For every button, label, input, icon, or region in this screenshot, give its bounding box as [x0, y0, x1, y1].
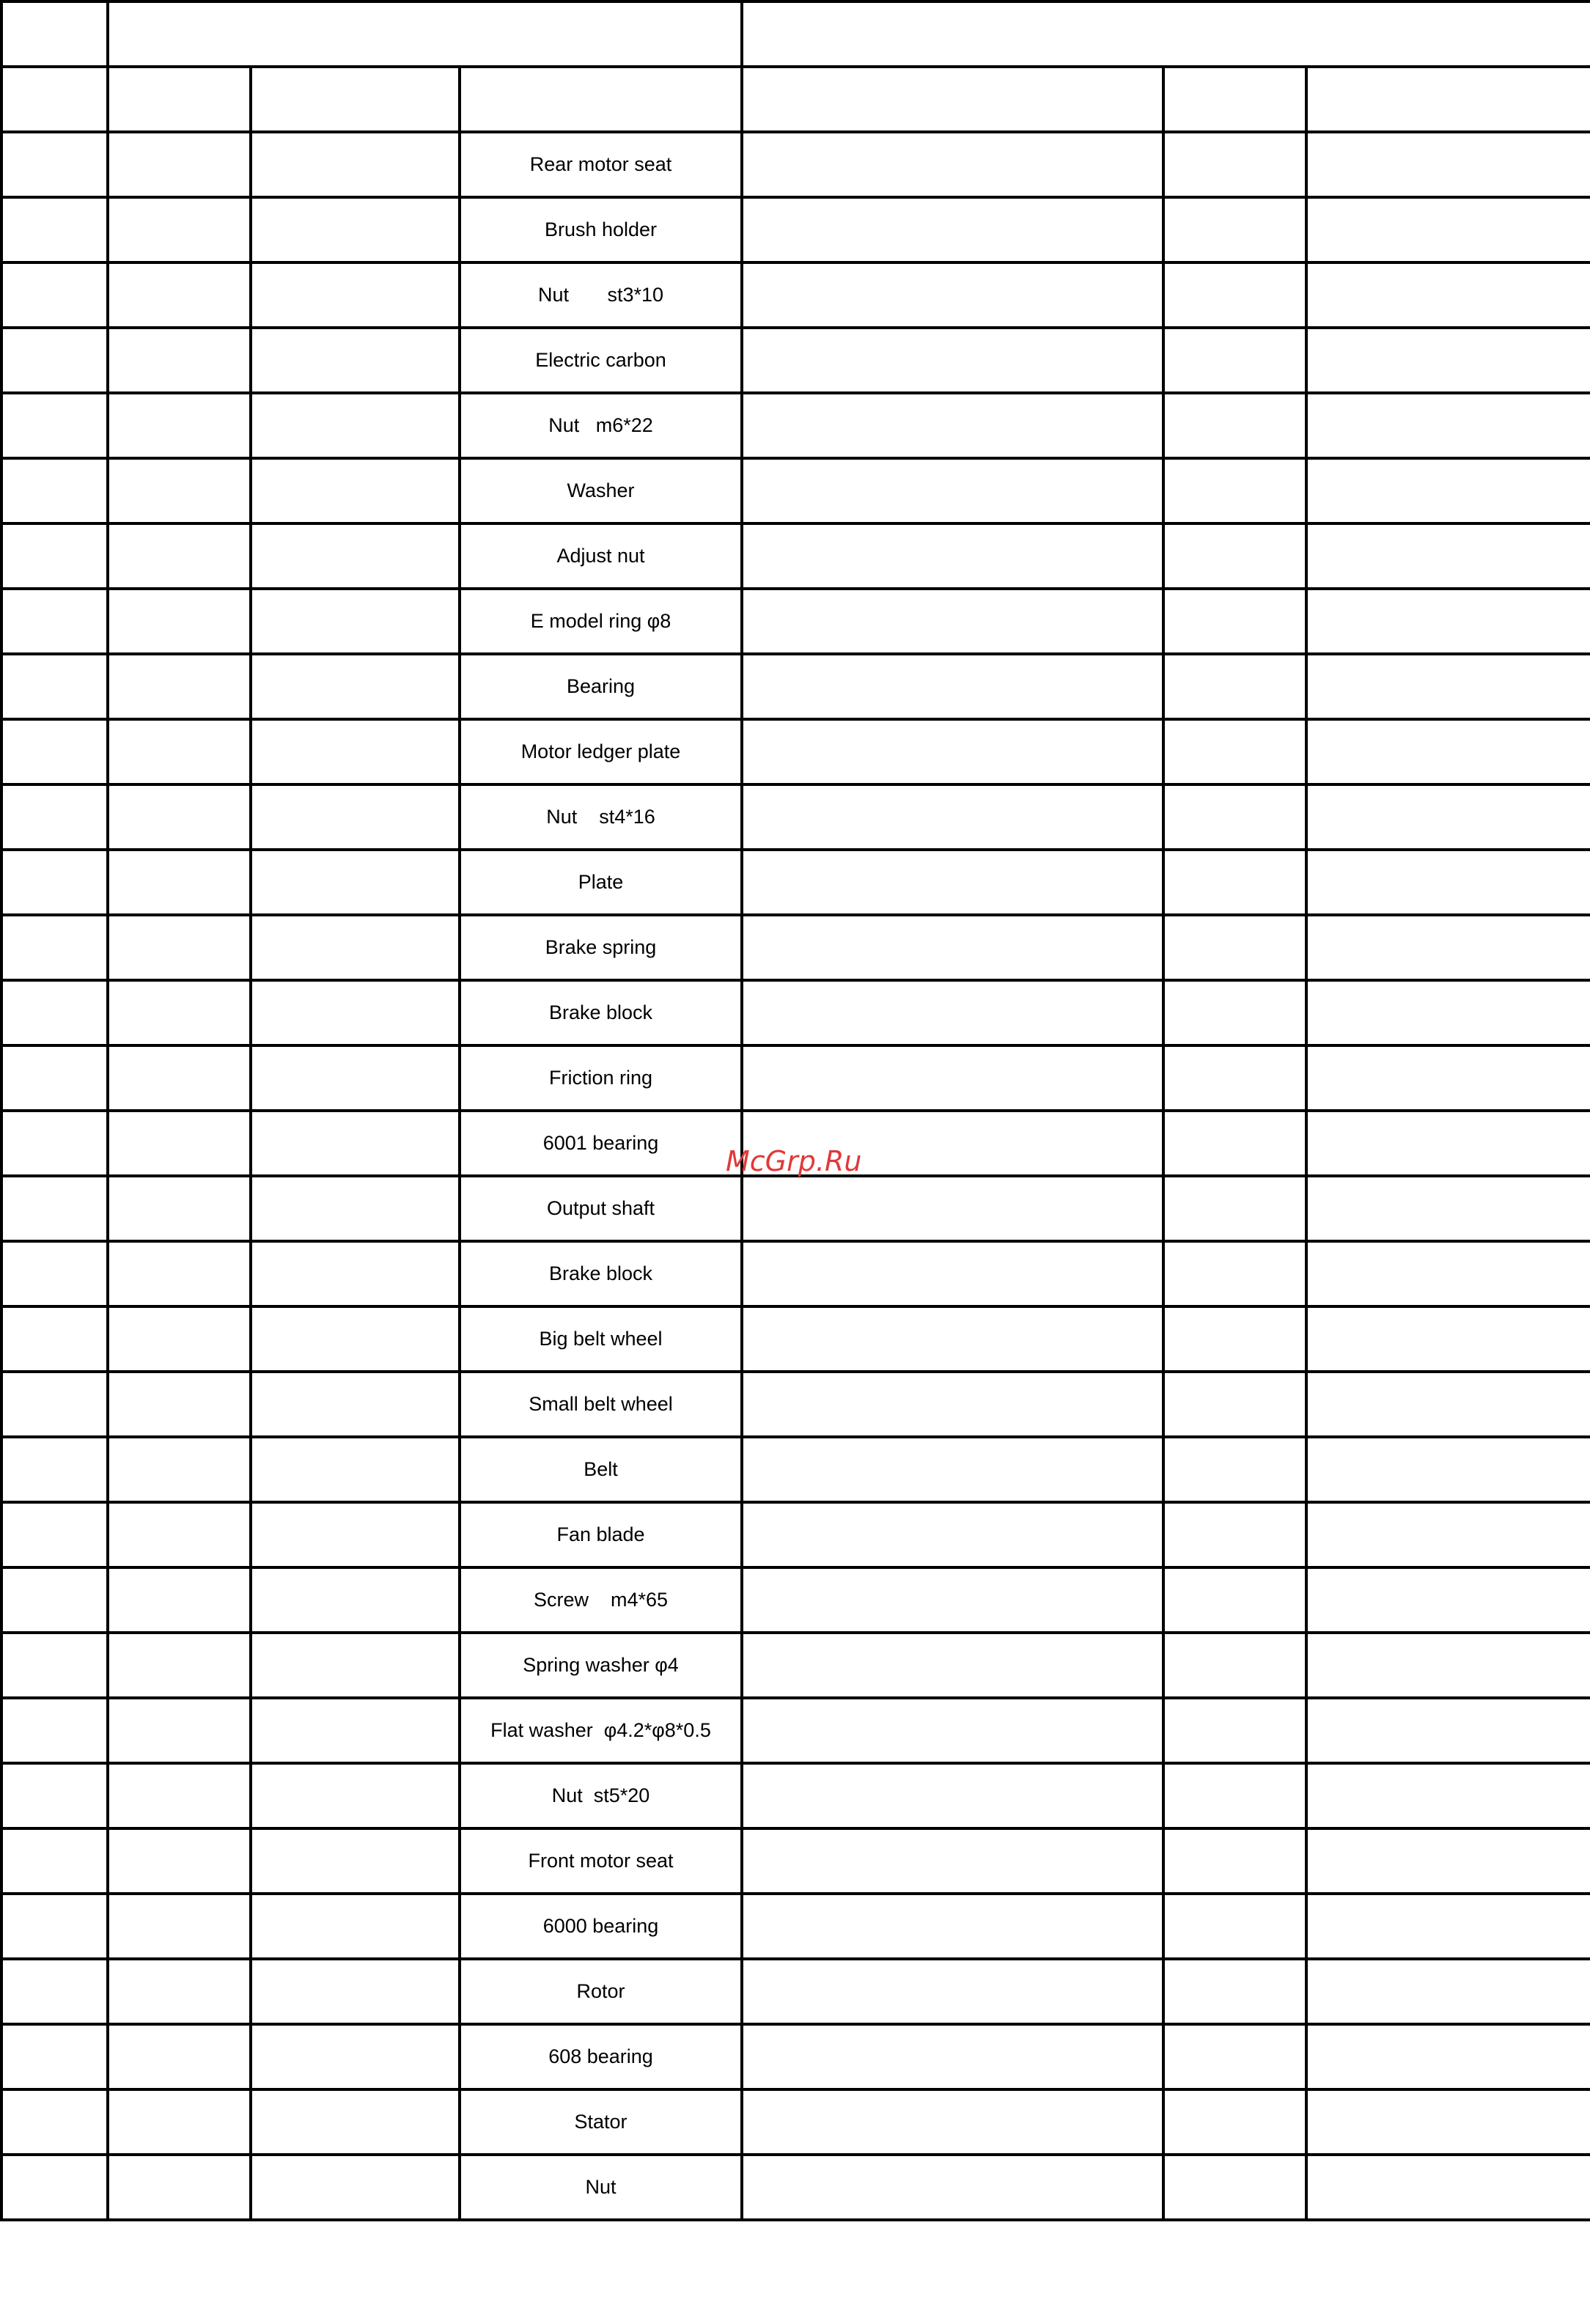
empty-cell: [1163, 915, 1306, 980]
empty-cell: [742, 850, 1163, 915]
empty-cell: [251, 523, 460, 589]
part-name-cell: Bearing: [460, 654, 742, 719]
table-row: [1, 523, 1590, 589]
empty-cell: [742, 980, 1163, 1045]
table-row: [1, 1959, 1590, 2024]
empty-cell: [251, 589, 460, 654]
part-name-cell: E model ring φ8: [460, 589, 742, 654]
empty-cell: [742, 197, 1163, 262]
empty-cell: [251, 1763, 460, 1828]
empty-cell: [251, 1176, 460, 1241]
empty-cell: [1, 262, 108, 328]
empty-cell: [251, 980, 460, 1045]
part-name-cell: Nut m6*22: [460, 393, 742, 458]
empty-cell: [742, 458, 1163, 523]
header-cell: [742, 1, 1590, 67]
empty-cell: [251, 132, 460, 197]
empty-cell: [1163, 197, 1306, 262]
empty-cell: [742, 328, 1163, 393]
empty-cell: [108, 132, 251, 197]
empty-cell: [1, 1502, 108, 1567]
empty-cell: [251, 262, 460, 328]
empty-cell: [1, 523, 108, 589]
table-row: [1, 2155, 1590, 2220]
empty-cell: [1163, 1959, 1306, 2024]
empty-cell: [1, 1241, 108, 1306]
table-row: [1, 1372, 1590, 1437]
empty-cell: [108, 328, 251, 393]
part-name-cell: Brake spring: [460, 915, 742, 980]
empty-cell: [251, 1959, 460, 2024]
part-name-cell: 6000 bearing: [460, 1894, 742, 1959]
empty-cell: [1, 1372, 108, 1437]
header-row-1: [1, 1, 1590, 67]
empty-cell: [742, 132, 1163, 197]
table-row: [1, 980, 1590, 1045]
empty-cell: [108, 262, 251, 328]
empty-cell: [1306, 1502, 1590, 1567]
empty-cell: [108, 1894, 251, 1959]
empty-cell: [742, 1372, 1163, 1437]
table-row: [1, 850, 1590, 915]
empty-cell: [251, 1894, 460, 1959]
empty-cell: [1306, 654, 1590, 719]
part-name-cell: Nut st5*20: [460, 1763, 742, 1828]
empty-cell: [1163, 1111, 1306, 1176]
empty-cell: [1306, 1372, 1590, 1437]
table-row: [1, 2024, 1590, 2089]
header-cell: [1, 67, 108, 132]
empty-cell: [108, 1372, 251, 1437]
table-row: [1, 1306, 1590, 1372]
table-row: [1, 719, 1590, 784]
empty-cell: [742, 1567, 1163, 1633]
empty-cell: [1163, 1176, 1306, 1241]
empty-cell: [742, 784, 1163, 850]
empty-cell: [1306, 262, 1590, 328]
part-name-cell: Friction ring: [460, 1045, 742, 1111]
part-name-cell: Front motor seat: [460, 1828, 742, 1894]
empty-cell: [251, 328, 460, 393]
empty-cell: [1306, 1828, 1590, 1894]
empty-cell: [1163, 1241, 1306, 1306]
empty-cell: [108, 1698, 251, 1763]
empty-cell: [1306, 2155, 1590, 2220]
header-cell: [742, 67, 1163, 132]
table-row: [1, 1698, 1590, 1763]
part-name-cell: 608 bearing: [460, 2024, 742, 2089]
empty-cell: [108, 654, 251, 719]
empty-cell: [1306, 1959, 1590, 2024]
empty-cell: [251, 915, 460, 980]
table-row: [1, 1828, 1590, 1894]
empty-cell: [1163, 1372, 1306, 1437]
part-name-cell: Motor ledger plate: [460, 719, 742, 784]
empty-cell: [1306, 523, 1590, 589]
empty-cell: [251, 458, 460, 523]
part-name-cell: Washer: [460, 458, 742, 523]
empty-cell: [1, 1894, 108, 1959]
empty-cell: [1306, 1763, 1590, 1828]
empty-cell: [1306, 719, 1590, 784]
empty-cell: [251, 1502, 460, 1567]
empty-cell: [742, 1698, 1163, 1763]
empty-cell: [1306, 1111, 1590, 1176]
table-row: [1, 262, 1590, 328]
empty-cell: [108, 1959, 251, 2024]
empty-cell: [1306, 784, 1590, 850]
empty-cell: [742, 915, 1163, 980]
part-name-cell: Belt: [460, 1437, 742, 1502]
empty-cell: [251, 2155, 460, 2220]
empty-cell: [1, 1828, 108, 1894]
part-name-cell: Brake block: [460, 1241, 742, 1306]
table-row: [1, 393, 1590, 458]
empty-cell: [1, 719, 108, 784]
empty-cell: [1, 2155, 108, 2220]
empty-cell: [1, 458, 108, 523]
empty-cell: [1306, 1633, 1590, 1698]
empty-cell: [1, 784, 108, 850]
empty-cell: [1306, 915, 1590, 980]
empty-cell: [251, 1372, 460, 1437]
empty-cell: [742, 1633, 1163, 1698]
empty-cell: [251, 850, 460, 915]
empty-cell: [742, 1437, 1163, 1502]
empty-cell: [108, 1828, 251, 1894]
empty-cell: [108, 915, 251, 980]
empty-cell: [1, 589, 108, 654]
empty-cell: [251, 2024, 460, 2089]
empty-cell: [108, 523, 251, 589]
empty-cell: [1163, 2024, 1306, 2089]
empty-cell: [1, 393, 108, 458]
empty-cell: [1163, 589, 1306, 654]
empty-cell: [742, 1959, 1163, 2024]
empty-cell: [1306, 1241, 1590, 1306]
empty-cell: [1, 1763, 108, 1828]
empty-cell: [742, 1828, 1163, 1894]
empty-cell: [1163, 1633, 1306, 1698]
empty-cell: [1306, 1567, 1590, 1633]
empty-cell: [1306, 589, 1590, 654]
empty-cell: [251, 1437, 460, 1502]
empty-cell: [251, 1111, 460, 1176]
empty-cell: [1163, 1828, 1306, 1894]
table-row: [1, 458, 1590, 523]
empty-cell: [1, 2089, 108, 2155]
table-row: [1, 132, 1590, 197]
empty-cell: [251, 1698, 460, 1763]
empty-cell: [1, 1306, 108, 1372]
empty-cell: [1163, 1698, 1306, 1763]
empty-cell: [108, 784, 251, 850]
part-name-cell: Rotor: [460, 1959, 742, 2024]
empty-cell: [251, 2089, 460, 2155]
empty-cell: [1306, 980, 1590, 1045]
empty-cell: [108, 458, 251, 523]
empty-cell: [1, 197, 108, 262]
table-row: [1, 915, 1590, 980]
part-name-cell: Big belt wheel: [460, 1306, 742, 1372]
part-name-cell: Spring washer φ4: [460, 1633, 742, 1698]
empty-cell: [1163, 784, 1306, 850]
empty-cell: [108, 980, 251, 1045]
empty-cell: [251, 654, 460, 719]
empty-cell: [1306, 1045, 1590, 1111]
empty-cell: [1306, 1894, 1590, 1959]
empty-cell: [742, 654, 1163, 719]
empty-cell: [1163, 1567, 1306, 1633]
table-row: [1, 1763, 1590, 1828]
empty-cell: [1, 1959, 108, 2024]
empty-cell: [1306, 1437, 1590, 1502]
empty-cell: [1306, 458, 1590, 523]
empty-cell: [1163, 262, 1306, 328]
empty-cell: [108, 1241, 251, 1306]
table-row: [1, 2089, 1590, 2155]
empty-cell: [742, 393, 1163, 458]
empty-cell: [1163, 2155, 1306, 2220]
table-row: [1, 197, 1590, 262]
table-row: [1, 1045, 1590, 1111]
empty-cell: [108, 2155, 251, 2220]
empty-cell: [108, 719, 251, 784]
header-cell: [251, 67, 460, 132]
part-name-cell: Flat washer φ4.2*φ8*0.5: [460, 1698, 742, 1763]
empty-cell: [108, 1567, 251, 1633]
table-row: [1, 589, 1590, 654]
table-row: [1, 1437, 1590, 1502]
table-row: [1, 328, 1590, 393]
empty-cell: [1306, 197, 1590, 262]
empty-cell: [1306, 393, 1590, 458]
empty-cell: [742, 1306, 1163, 1372]
empty-cell: [1, 1111, 108, 1176]
empty-cell: [251, 1567, 460, 1633]
empty-cell: [1163, 654, 1306, 719]
empty-cell: [1163, 1306, 1306, 1372]
empty-cell: [251, 1306, 460, 1372]
empty-cell: [742, 2024, 1163, 2089]
empty-cell: [742, 719, 1163, 784]
table-row: [1, 1567, 1590, 1633]
empty-cell: [1163, 2089, 1306, 2155]
empty-cell: [742, 523, 1163, 589]
part-name-cell: 6001 bearing: [460, 1111, 742, 1176]
empty-cell: [1, 2024, 108, 2089]
empty-cell: [1, 980, 108, 1045]
empty-cell: [1163, 719, 1306, 784]
part-name-cell: Nut st4*16: [460, 784, 742, 850]
part-name-cell: Screw m4*65: [460, 1567, 742, 1633]
empty-cell: [1163, 458, 1306, 523]
empty-cell: [108, 1437, 251, 1502]
empty-cell: [1163, 850, 1306, 915]
empty-cell: [1163, 1045, 1306, 1111]
watermark: McGrp.Ru: [726, 1145, 862, 1177]
empty-cell: [1163, 132, 1306, 197]
empty-cell: [742, 1176, 1163, 1241]
table-row: [1, 1633, 1590, 1698]
empty-cell: [1163, 1894, 1306, 1959]
empty-cell: [108, 197, 251, 262]
empty-cell: [1, 328, 108, 393]
header-cell: [1163, 67, 1306, 132]
empty-cell: [108, 1633, 251, 1698]
empty-cell: [1163, 1502, 1306, 1567]
empty-cell: [742, 1045, 1163, 1111]
empty-cell: [1306, 2024, 1590, 2089]
empty-cell: [251, 1045, 460, 1111]
empty-cell: [1, 1045, 108, 1111]
empty-cell: [1163, 1763, 1306, 1828]
empty-cell: [1306, 1306, 1590, 1372]
empty-cell: [1163, 393, 1306, 458]
part-name-cell: Electric carbon: [460, 328, 742, 393]
table-row: [1, 1176, 1590, 1241]
empty-cell: [1, 1698, 108, 1763]
table-row: [1, 1894, 1590, 1959]
part-name-cell: Plate: [460, 850, 742, 915]
empty-cell: [1163, 980, 1306, 1045]
empty-cell: [251, 197, 460, 262]
part-name-cell: Adjust nut: [460, 523, 742, 589]
empty-cell: [742, 2089, 1163, 2155]
empty-cell: [1, 1633, 108, 1698]
table-row: [1, 1502, 1590, 1567]
table-row: [1, 784, 1590, 850]
empty-cell: [251, 393, 460, 458]
header-cell: [1, 1, 108, 67]
empty-cell: [1306, 328, 1590, 393]
empty-cell: [108, 589, 251, 654]
header-cell: [1306, 67, 1590, 132]
empty-cell: [108, 2024, 251, 2089]
empty-cell: [742, 1502, 1163, 1567]
empty-cell: [108, 2089, 251, 2155]
part-name-cell: Brush holder: [460, 197, 742, 262]
header-cell: [108, 67, 251, 132]
empty-cell: [108, 1306, 251, 1372]
empty-cell: [742, 1763, 1163, 1828]
empty-cell: [1306, 850, 1590, 915]
part-name-cell: Nut st3*10: [460, 262, 742, 328]
empty-cell: [742, 2155, 1163, 2220]
part-name-cell: Stator: [460, 2089, 742, 2155]
empty-cell: [1, 654, 108, 719]
empty-cell: [1306, 2089, 1590, 2155]
header-cell: [460, 67, 742, 132]
empty-cell: [251, 784, 460, 850]
empty-cell: [1, 1176, 108, 1241]
empty-cell: [1, 132, 108, 197]
part-name-cell: Fan blade: [460, 1502, 742, 1567]
empty-cell: [251, 1828, 460, 1894]
table-row: [1, 654, 1590, 719]
empty-cell: [742, 1894, 1163, 1959]
empty-cell: [1, 1437, 108, 1502]
empty-cell: [108, 1045, 251, 1111]
empty-cell: [108, 1502, 251, 1567]
empty-cell: [1306, 1176, 1590, 1241]
empty-cell: [742, 262, 1163, 328]
empty-cell: [1, 850, 108, 915]
empty-cell: [251, 1633, 460, 1698]
empty-cell: [742, 589, 1163, 654]
empty-cell: [251, 719, 460, 784]
table-row: [1, 1241, 1590, 1306]
empty-cell: [108, 1176, 251, 1241]
empty-cell: [1, 915, 108, 980]
part-name-cell: Brake block: [460, 980, 742, 1045]
empty-cell: [1306, 132, 1590, 197]
empty-cell: [108, 850, 251, 915]
empty-cell: [251, 1241, 460, 1306]
header-row-2: [1, 67, 1590, 132]
empty-cell: [1163, 1437, 1306, 1502]
header-cell: [108, 1, 742, 67]
empty-cell: [1163, 328, 1306, 393]
empty-cell: [1163, 523, 1306, 589]
part-name-cell: Output shaft: [460, 1176, 742, 1241]
part-name-cell: Rear motor seat: [460, 132, 742, 197]
part-name-cell: Small belt wheel: [460, 1372, 742, 1437]
empty-cell: [108, 1111, 251, 1176]
empty-cell: [108, 1763, 251, 1828]
part-name-cell: Nut: [460, 2155, 742, 2220]
empty-cell: [1, 1567, 108, 1633]
empty-cell: [1306, 1698, 1590, 1763]
empty-cell: [742, 1241, 1163, 1306]
empty-cell: [108, 393, 251, 458]
